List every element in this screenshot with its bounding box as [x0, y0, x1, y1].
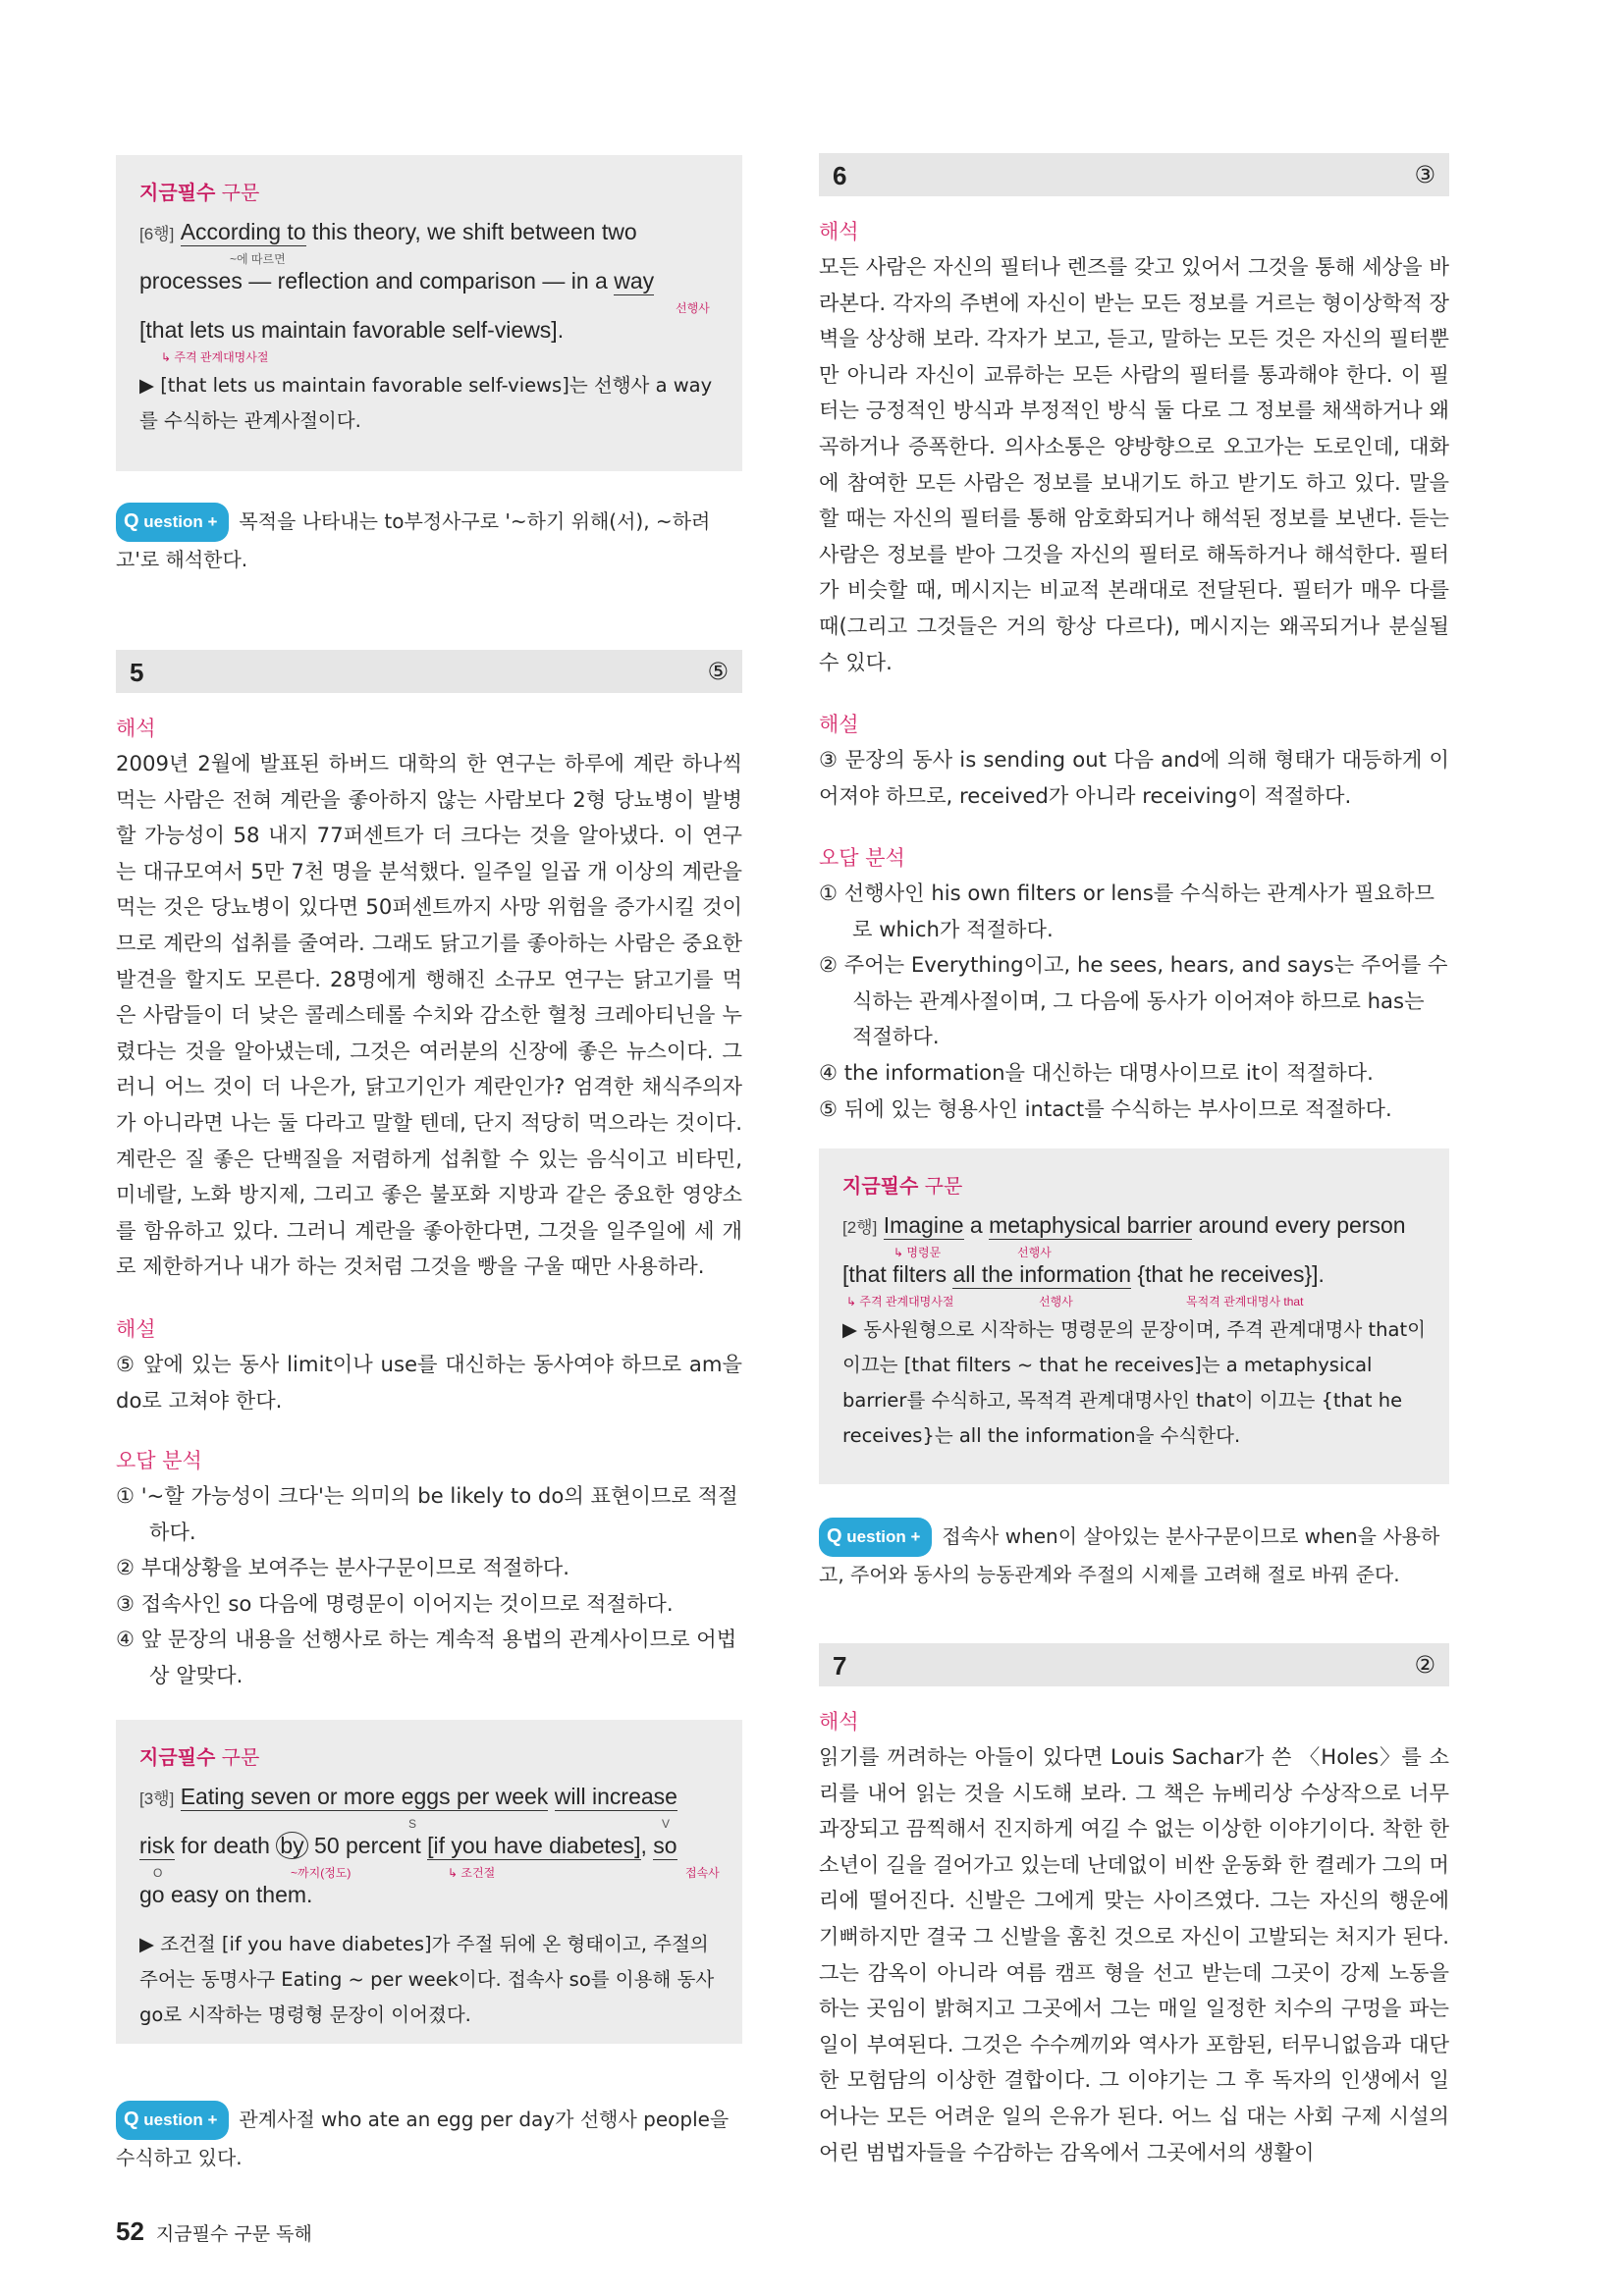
list-item: ① '~할 가능성이 크다'는 의미의 be likely to do의 표현이므로 적절하다. [116, 1483, 738, 1544]
section-5-header: 5 ⑤ [116, 650, 742, 693]
structure-note: ▶ 조건절 [if you have diabetes]가 주절 뒤에 온 형태이고, 주절의 주어는 동명사구 Eating ~ per week이다. 접속사 so를 이용해 동사 go로 시작하는 명령형 문장이 이어졌다. [139, 1933, 715, 2026]
wrong-analysis-list [116, 1478, 742, 1694]
annotation: 선행사 [1017, 1246, 1052, 1259]
annotation: ↳ 주격 관계대명사절 [846, 1295, 954, 1308]
box-title: 지금필수 구문 [139, 181, 260, 204]
wrong-analysis-list [819, 876, 1449, 1127]
question-plus-badge: Q uestion + [819, 1518, 932, 1557]
annotation: 접속사 [685, 1866, 720, 1880]
interpretation-text: 읽기를 꺼려하는 아들이 있다면 Louis Sachar가 쓴 〈Holes〉를 소리를 내어 읽는 것을 시도해 보라. 그 책은 뉴베리상 수상작으로 너무 과장되고 끔찍해서 진지하게 여길 수 없는 이상한 이야기이다. 착한 한 소년이 길을 걸어가고 있는데 난데없이 비싼 운동화 한 켤레가 그의 머리에 떨어진다. 신발은 그에게 맞는 사이즈였다. 그는 자신의 행운에 기뻐하지만 결국 그 신발을 훔친 것으로 자신이 고발되는 처지가 된다. 그는 감옥이 아니라 여름 캠프 형을 선고 받는데 그곳이 강제 노동을 하는 곳임이 밝혀지고 그곳에서 그는 매일 일정한 치수의 구멍을 파는 일이 부여된다. 그것은 수수께끼와 역사가 포함된, 터무니없음과 대단한 모험담의 이상한 결합이다. 그 이야기는 그 후 독자의 인생에서 일어나는 모든 어려운 일의 은유가 된다. 어느 십 대는 사회 구제 시설의 어린 범법자들을 수감하는 감옥에서 그곳에서의 생활이 [819, 1744, 1449, 2164]
key-structure-box-3 [819, 1148, 1449, 1484]
explanation-text: ③ 문장의 동사 is sending out 다음 and에 의해 형태가 대등하게 이어져야 하므로, received가 아니라 receiving이 적절하다. [819, 747, 1449, 808]
structure-line-2: risk for death by 50 percent [if you have diabetes], so O ~까지(정도) ↳ 조건절 접속사 [139, 1835, 719, 1884]
list-item: ② 주어는 Everything이고, he sees, hears, and says는 주어를 수식하는 관계사절이며, 그 다음에 동사가 이어져야 하므로 has는 적절하다. [819, 952, 1448, 1049]
annotation: O [153, 1866, 163, 1880]
list-item: ② 부대상황을 보여주는 분사구문이므로 적절하다. [116, 1555, 570, 1580]
page-number: 52 [116, 2216, 144, 2246]
annotation: 목적격 관계대명사 that [1186, 1295, 1304, 1308]
question-plus-badge: Q uestion + [116, 2101, 229, 2140]
list-item: ④ 앞 문장의 내용을 선행사로 하는 계속적 용법의 관계사이므로 어법상 알맞다. [116, 1627, 737, 1687]
list-item: ④ the information을 대신하는 대명사이므로 it이 적절하다. [819, 1059, 1374, 1085]
answer-badge: ⑤ [707, 658, 729, 685]
annotation: ~까지(정도) [291, 1866, 352, 1880]
annotation: ↳ 명령문 [893, 1246, 942, 1259]
list-item: ③ 접속사인 so 다음에 명령문이 이어지는 것이므로 적절하다. [116, 1590, 674, 1616]
label-explanation: 해설 [116, 1317, 156, 1341]
key-structure-box-1 [116, 155, 742, 471]
box-title: 지금필수 구문 [842, 1174, 963, 1198]
annotation: 선행사 [676, 301, 710, 315]
interpretation-text: 모든 사람은 자신의 필터나 렌즈를 갖고 있어서 그것을 통해 세상을 바라본다. 각자의 주변에 자신이 받는 모든 정보를 거르는 형이상학적 장벽을 상상해 보라. 각자가 보고, 듣고, 말하는 모든 것은 자신의 필터뿐만 아니라 자신이 교류하는 모든 사람의 필터를 통과해야 한다. 이 필터는 긍정적인 방식과 부정적인 방식 둘 다로 그 정보를 채색하거나 왜곡하거나 증폭한다. 의사소통은 양방향으로 오고가는 도로인데, 대화에 참여한 모든 사람은 정보를 보내기도 하고 받기도 하고 있다. 말을 할 때는 자신의 필터를 통해 암호화되거나 해석된 정보를 보낸다. 듣는 사람은 정보를 받아 그것을 자신의 필터로 해독하거나 해석한다. 필터가 비슷할 때, 메시지는 비교적 본래대로 전달된다. 필터가 매우 다를 때(그리고 그것들은 거의 항상 다르다), 메시지는 왜곡되거나 분실될 수 있다. [819, 254, 1449, 674]
structure-line-1: [3행] Eating seven or more eggs per week will increase S V [139, 1786, 719, 1835]
annotation: ↳ 주격 관계대명사절 [161, 350, 269, 364]
annotation: ↳ 조건절 [448, 1866, 496, 1880]
structure-line-1: [6행] According to this theory, we shift between two ~에 따르면 [139, 221, 719, 270]
box-title: 지금필수 구문 [139, 1745, 260, 1769]
book-title: 지금필수 구문 독해 [155, 2223, 312, 2245]
page-footer [116, 2216, 312, 2247]
question-plus-1: Q uestion + 목적을 나타내는 to부정사구로 '~하기 위해(서), ~하려고'로 해석한다. [116, 503, 742, 577]
structure-line-3: go easy on them. [139, 1882, 313, 1907]
label-interpretation: 해석 [116, 717, 156, 740]
annotation: S [408, 1817, 417, 1831]
question-plus-3: Q uestion + 접속사 when이 살아있는 분사구문이므로 when을 사용하고, 주어와 동사의 능동관계와 주절의 시제를 고려해 절로 바꿔 준다. [819, 1518, 1449, 1592]
annotation: ~에 따르면 [230, 252, 286, 266]
question-plus-badge: Q uestion + [116, 503, 229, 542]
annotation: 선행사 [1039, 1295, 1073, 1308]
structure-note: ▶ 동사원형으로 시작하는 명령문의 문장이며, 주격 관계대명사 that이 이끄는 [that filters ~ that he receives]는 a metaphysical barrier를 수식하고, 목적격 관계대명사인 that이 이끄는 {that he receives}는 all the information을 수식한다. [842, 1318, 1426, 1447]
label-wrong-analysis: 오답 분석 [116, 1449, 202, 1472]
label-interpretation: 해석 [819, 220, 859, 243]
annotation: V [662, 1817, 671, 1831]
list-item: ① 선행사인 his own filters or lens를 수식하는 관계사가 필요하므로 which가 적절하다. [819, 881, 1435, 941]
interpretation-text: 2009년 2월에 발표된 하버드 대학의 한 연구는 하루에 계란 하나씩 먹는 사람은 전혀 계란을 좋아하지 않는 사람보다 2형 당뇨병이 발병할 가능성이 58 내지 77퍼센트가 더 크다는 것을 알아냈다. 이 연구는 대규모여서 5만 7천 명을 분석했다. 일주일 일곱 개 이상의 계란을 먹는 것은 당뇨병이 있다면 50퍼센트까지 사망 위험을 증가시킬 것이므로 계란의 섭취를 줄여라. 그래도 닭고기를 좋아하는 사람은 중요한 발견을 할지도 모른다. 28명에게 행해진 소규모 연구는 닭고기를 먹은 사람들이 더 낮은 콜레스테롤 수치와 감소한 혈청 크레아티닌을 누렸다는 것을 알아냈는데, 그것은 여러분의 신장에 좋은 뉴스이다. 그러니 어느 것이 더 나은가, 닭고기인가 계란인가? 엄격한 채식주의자가 아니라면 나는 둘 다라고 말할 텐데, 단지 적당히 먹으라는 것이다. 계란은 질 좋은 단백질을 저렴하게 섭취할 수 있는 음식이고 비타민, 미네랄, 노화 방지제, 그리고 좋은 불포화 지방과 같은 중요한 영양소를 함유하고 있다. 그러니 계란을 좋아한다면, 그것을 일주일에 세 개로 제한하거나 내가 하는 것처럼 그것을 빵을 구울 때만 사용하라. [116, 751, 742, 1279]
explanation-text: ⑤ 앞에 있는 동사 limit이나 use를 대신하는 동사여야 하므로 am을 do로 고쳐야 한다. [116, 1352, 742, 1413]
structure-line-1: [2행] Imagine a metaphysical barrier around every person ↳ 명령문 선행사 [842, 1214, 1426, 1263]
structure-note: ▶ [that lets us maintain favorable self-views]는 선행사 a way를 수식하는 관계사절이다. [139, 374, 713, 432]
section-6-header: 6 ③ [819, 153, 1449, 196]
structure-line-3: [that lets us maintain favorable self-views]. ↳ 주격 관계대명사절 [139, 319, 719, 368]
key-structure-box-2 [116, 1720, 742, 2044]
structure-line-2: processes — reflection and comparison — in a way 선행사 [139, 270, 719, 319]
question-plus-2: Q uestion + 관계사절 who ate an egg per day가 선행사 people을 수식하고 있다. [116, 2101, 742, 2175]
answer-badge: ② [1414, 1651, 1435, 1679]
list-item: ⑤ 뒤에 있는 형용사인 intact를 수식하는 부사이므로 적절하다. [819, 1095, 1392, 1121]
section-7-header: 7 ② [819, 1643, 1449, 1686]
structure-line-2: [that filters all the information {that he receives}]. ↳ 주격 관계대명사절 선행사 목적격 관계대명사 that [842, 1263, 1426, 1312]
label-interpretation: 해석 [819, 1710, 859, 1734]
label-explanation: 해설 [819, 713, 859, 736]
answer-badge: ③ [1414, 161, 1435, 188]
label-wrong-analysis: 오답 분석 [819, 846, 905, 870]
